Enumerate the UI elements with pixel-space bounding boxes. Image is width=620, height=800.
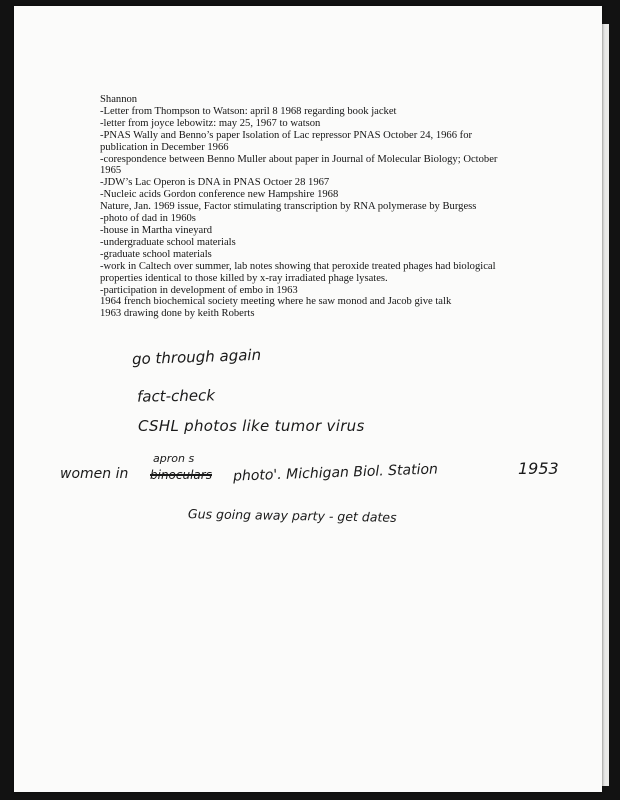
typed-line: -house in Martha vineyard (100, 224, 213, 236)
typed-line-recipient: Shannon (100, 94, 138, 105)
typed-notes-block (100, 94, 520, 320)
typed-line: 1964 french biochemical society meeting where he saw monod and Jacob give talk (100, 296, 452, 308)
typed-line: -photo of dad in 1960s (100, 213, 196, 225)
handwritten-note-women-in: women in (60, 466, 129, 482)
handwritten-struck-word: binoculars (150, 468, 212, 482)
handwritten-note-fact-check: fact-check (136, 386, 216, 406)
typed-line: Nature, Jan. 1969 issue, Factor stimulating transcription by RNA polymerase by Burgess (100, 201, 477, 213)
paper-edge-underlay (602, 24, 609, 786)
typed-line: -letter from joyce lebowitz: may 25, 1967 to watson (100, 117, 321, 129)
typed-line: -Letter from Thompson to Watson: april 8 1968 regarding book jacket (100, 105, 397, 117)
handwritten-note-go-through-again: go through again (131, 345, 262, 369)
typed-line: -undergraduate school materials (100, 236, 236, 248)
handwritten-insertion-aprons: apron s (153, 452, 195, 465)
handwritten-note-cshl-photos: CSHL photos like tumor virus (138, 417, 365, 435)
handwritten-note-gus-party: Gus going away party - get dates (187, 506, 397, 525)
typed-line: -work in Caltech over summer, lab notes showing that peroxide treated phages had biological properties identical to those killed by x-ray irradiated phage lysates. (100, 260, 496, 284)
typed-line: -corespondence between Benno Muller about paper in Journal of Molecular Biology; October 1965 (100, 153, 498, 177)
handwritten-note-photo-michigan: photo'. Michigan Biol. Station (232, 461, 439, 485)
typed-line: -JDW’s Lac Operon is DNA in PNAS Octoer 28 1967 (100, 177, 330, 189)
typed-line: -PNAS Wally and Benno’s paper Isolation of Lac repressor PNAS October 24, 1966 for publication in December 1966 (100, 129, 473, 153)
typed-line: -participation in development of embo in 1963 (100, 284, 298, 296)
typed-line: 1963 drawing done by keith Roberts (100, 308, 255, 320)
typed-line: -graduate school materials (100, 248, 212, 260)
typed-line: -Nucleic acids Gordon conference new Hampshire 1968 (100, 189, 339, 201)
handwritten-year: 1953 (518, 459, 559, 478)
